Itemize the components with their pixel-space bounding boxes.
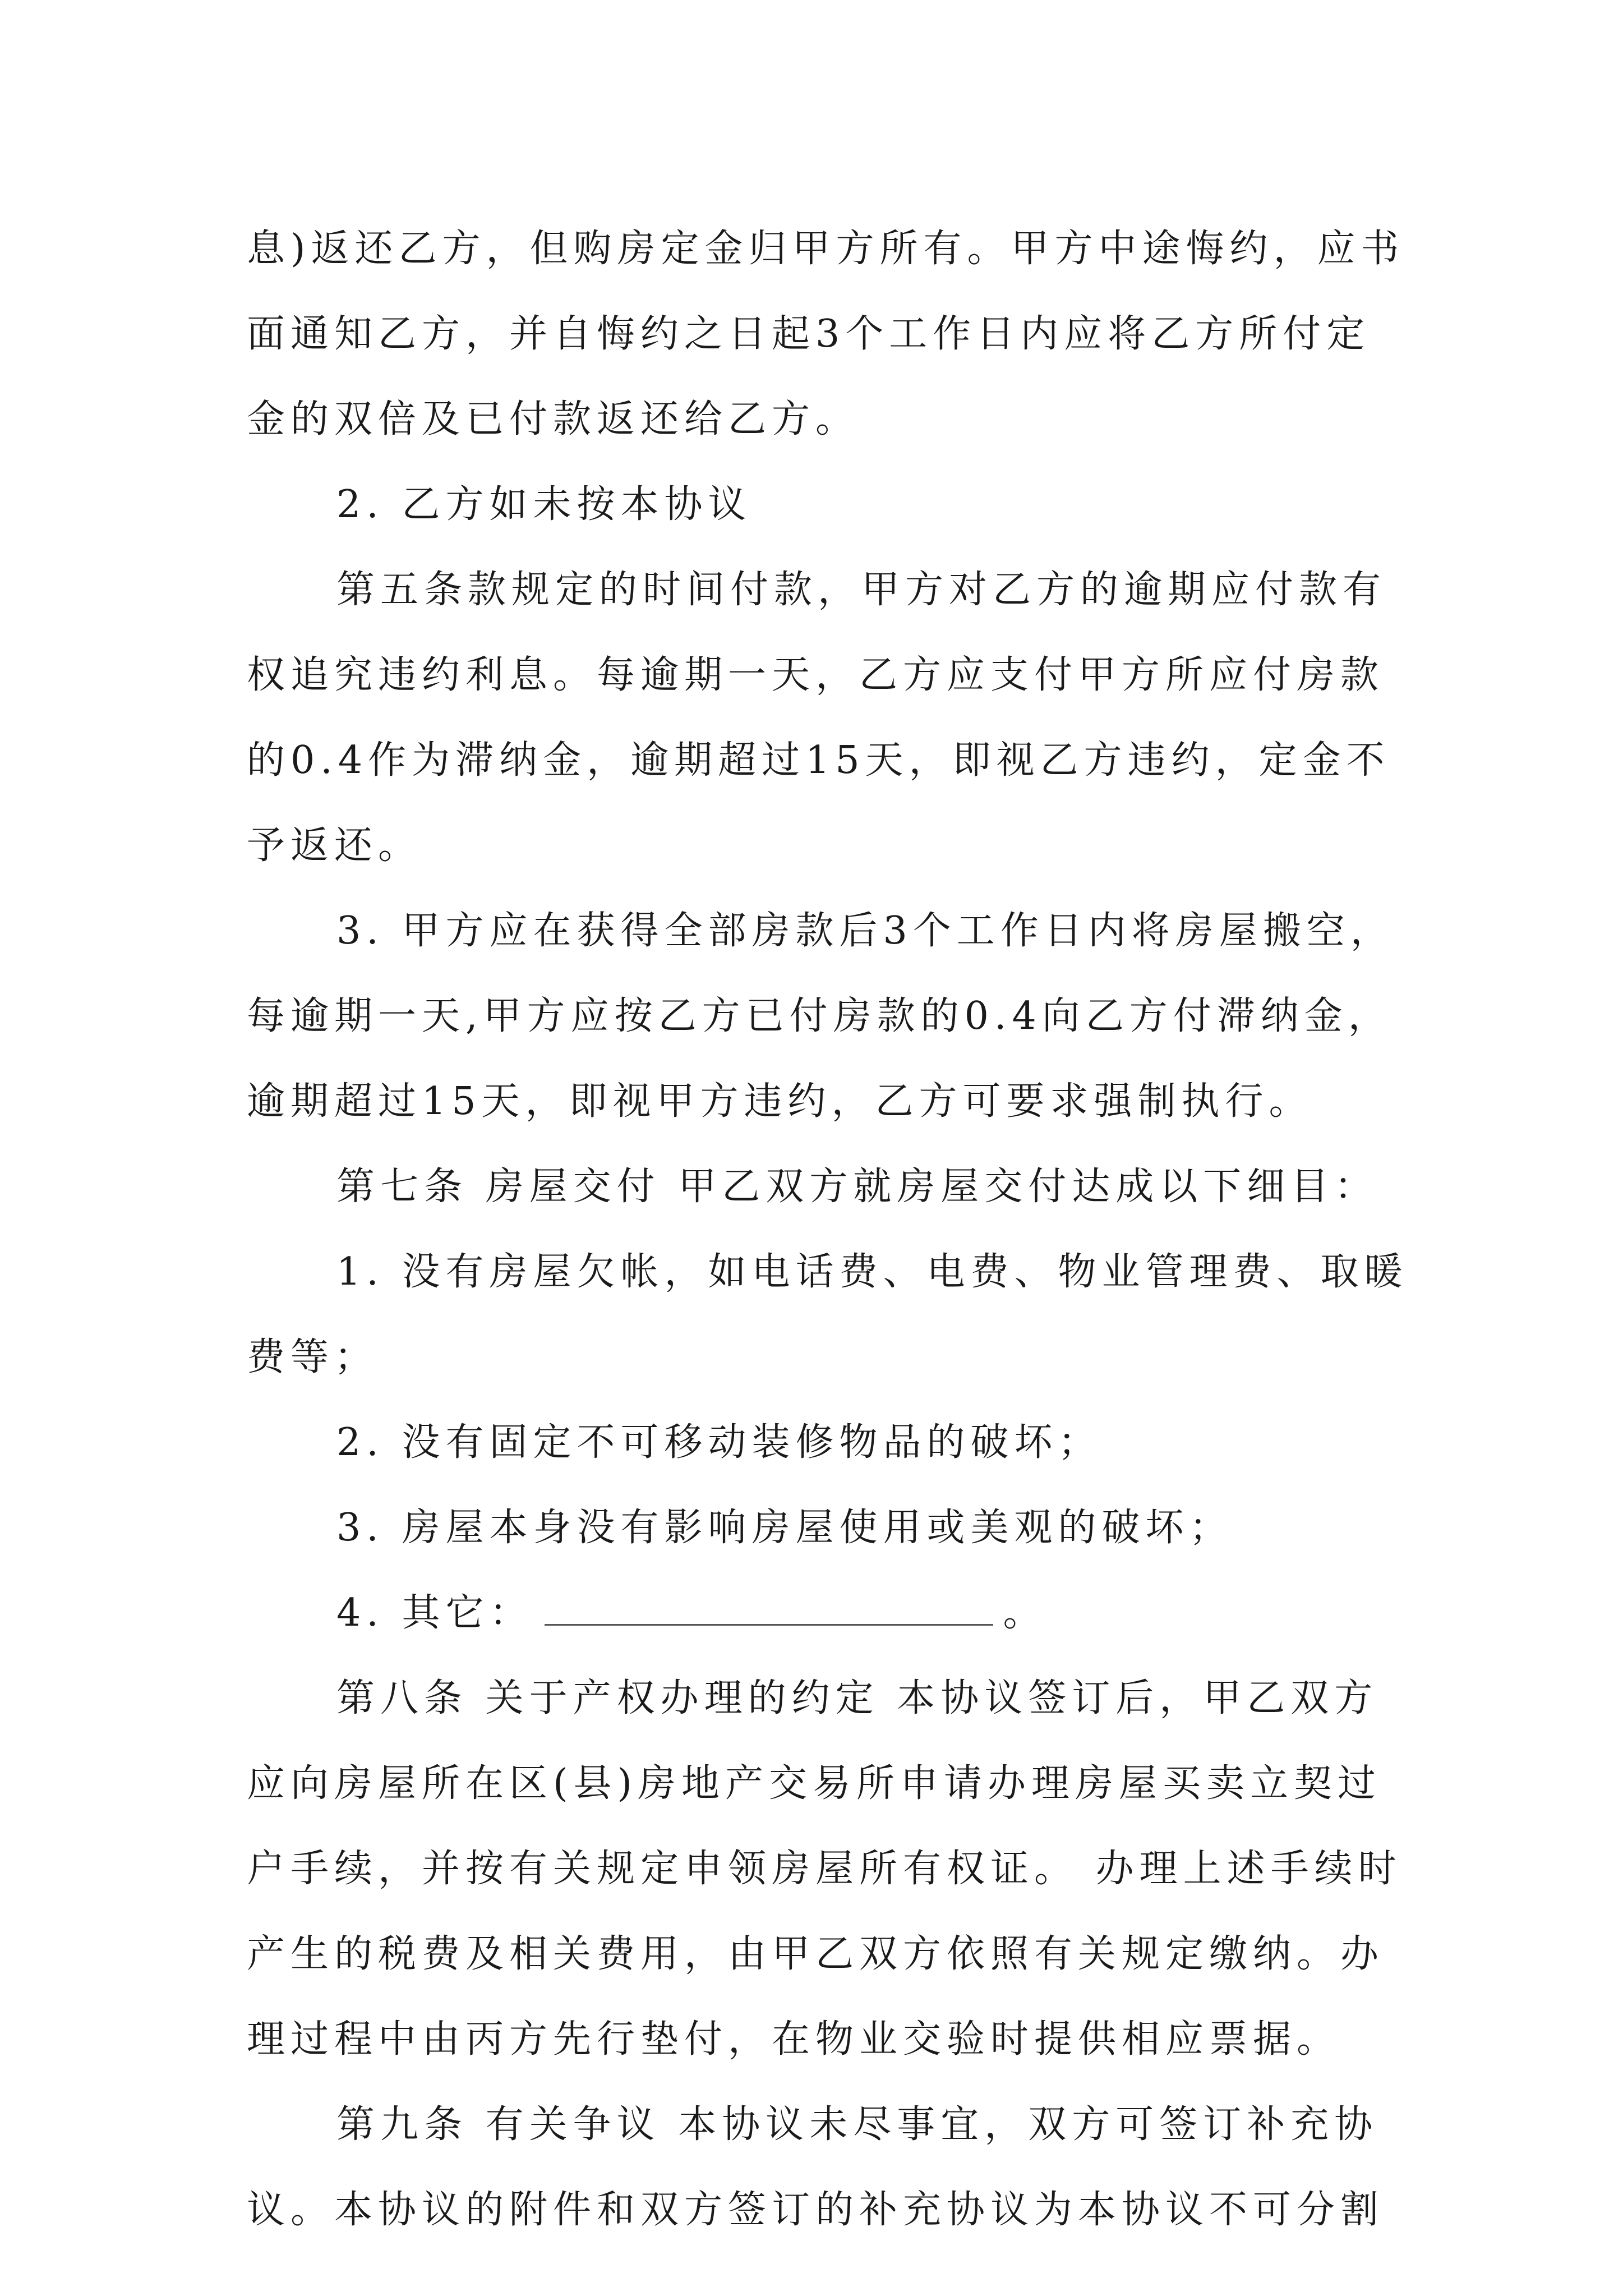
- paragraph-late-payment: 第五条款规定的时间付款，甲方对乙方的逾期应付款有权追究违约利息。每逾期一天，乙方应支付甲方所应付房款的0.4作为滞纳金，逾期超过15天，即视乙方违约，定金不予返还。: [247, 568, 1390, 868]
- paragraph-delivery-item-2: 2. 没有固定不可移动装修物品的破坏；: [336, 1420, 1102, 1465]
- paragraph-article-8-title-transfer: 第八条 关于产权办理的约定 本协议签订后，甲乙双方应向房屋所在区(县)房地产交易所申请办理房屋买卖立契过户手续，并按有关规定申领房屋所有权证。 办理上述手续时产生的税费及相关费用，由甲乙双方依照有关规定缴纳。办理过程中由丙方先行垫付，在物业交验时提供相应票据。: [247, 1676, 1402, 2062]
- document-body: [247, 206, 1413, 2253]
- paragraph-article-9-disputes: 第九条 有关争议 本协议未尽事宜，双方可签订补充协议。本协议的附件和双方签订的补充协议为本协议不可分割: [247, 2102, 1385, 2232]
- item-4-prefix: 4. 其它：: [336, 1591, 533, 1635]
- paragraph-item-3-vacate: 3. 甲方应在获得全部房款后3个工作日内将房屋搬空，每逾期一天,甲方应按乙方已付房款的0.4向乙方付滞纳金，逾期超过15天，即视甲方违约，乙方可要求强制执行。: [247, 909, 1394, 1124]
- paragraph-delivery-item-1: 1. 没有房屋欠帐，如电话费、电费、物业管理费、取暖费等；: [247, 1250, 1408, 1379]
- paragraph-delivery-item-4: [247, 1571, 1413, 1656]
- paragraph-article-7-heading: 第七条 房屋交付 甲乙双方就房屋交付达成以下细目：: [336, 1165, 1378, 1209]
- paragraph-item-2-heading: 2. 乙方如未按本协议: [336, 482, 752, 527]
- paragraph-refund-terms: 息)返还乙方，但购房定金归甲方所有。甲方中途悔约，应书面通知乙方，并自悔约之日起3个工作日内应将乙方所付定金的双倍及已付款返还给乙方。: [247, 227, 1405, 441]
- item-4-suffix: 。: [1003, 1591, 1047, 1635]
- paragraph-delivery-item-3: 3. 房屋本身没有影响房屋使用或美观的破坏；: [336, 1506, 1233, 1550]
- fill-in-blank-line: [545, 1588, 993, 1626]
